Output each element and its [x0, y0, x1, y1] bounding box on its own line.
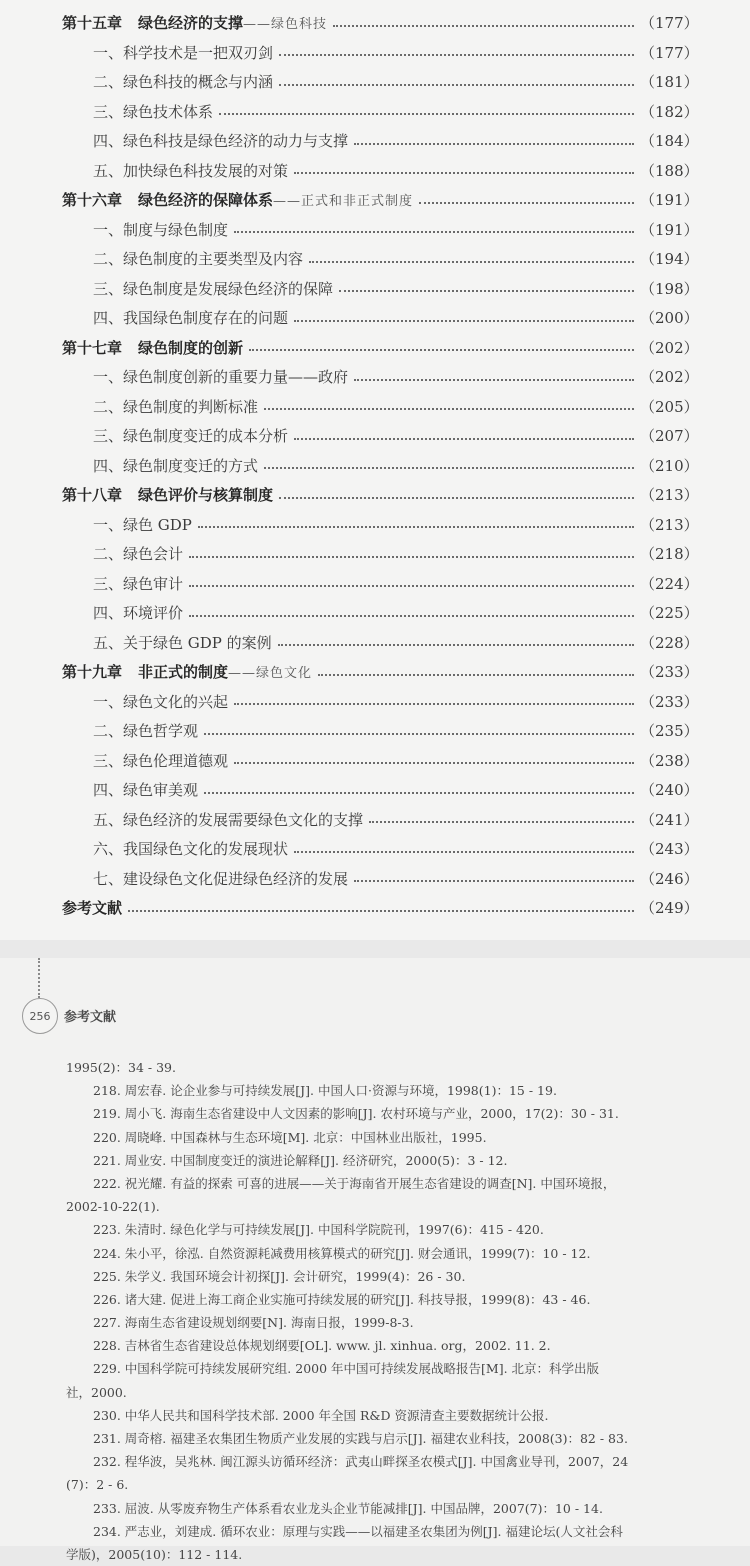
page-number: 256	[29, 1009, 51, 1023]
reference-line: 220. 周晓峰. 中国森林与生态环境[M]. 北京：中国林业出版社，1995.	[93, 1129, 487, 1145]
section-title: 四、我国绿色制度存在的问题	[93, 309, 289, 328]
reference-line: 2002-10-22(1).	[66, 1199, 160, 1215]
toc-page-number: （177）	[640, 14, 699, 33]
section-title: 二、绿色哲学观	[93, 722, 199, 741]
toc-page-number: （249）	[640, 899, 699, 918]
toc-section-row	[0, 864, 750, 894]
reference-list	[0, 1056, 750, 1566]
toc-page-number: （243）	[640, 840, 699, 859]
reference-line: 219. 周小飞. 海南生态省建设中人文因素的影响[J]. 农村环境与产业，2000，17(2)：30 - 31.	[93, 1106, 619, 1122]
toc-page-number: （228）	[640, 633, 699, 652]
dot-leader	[204, 792, 634, 794]
reference-line: 230. 中华人民共和国科学技术部. 2000 年全国 R&D 资源清查主要数据统计公报.	[93, 1407, 549, 1423]
chapter-title: 绿色评价与核算制度	[138, 486, 274, 505]
chapter-number: 第十九章	[62, 663, 123, 682]
toc-page-number: （246）	[640, 869, 699, 888]
reference-line: 1995(2)：34 - 39.	[66, 1060, 176, 1075]
toc-page-number: （181）	[640, 73, 699, 92]
dot-leader	[204, 733, 634, 735]
reference-line: 社，2000.	[66, 1384, 127, 1400]
dot-leader	[354, 379, 634, 381]
toc-section-row	[0, 451, 750, 481]
dot-leader	[234, 762, 634, 764]
toc-section-row	[0, 244, 750, 274]
toc-page-number: （240）	[640, 781, 699, 800]
reference-line: 234. 严志业，刘建成. 循环农业：原理与实践——以福建圣农集团为例[J]. 福建论坛(人文社会科	[93, 1523, 623, 1539]
section-title: 二、绿色科技的概念与内涵	[93, 73, 274, 92]
reference-line: 225. 朱学义. 我国环境会计初探[J]. 会计研究，1999(4)：26 - 30.	[93, 1268, 466, 1284]
reference-line: 学版)，2005(10)：112 - 114.	[66, 1546, 243, 1562]
toc-page-number: （202）	[640, 338, 699, 357]
reference-line: 233. 屈波. 从零废弃物生产体系看农业龙头企业节能减排[J]. 中国品牌，2007(7)：10 - 14.	[93, 1500, 603, 1516]
dot-leader	[369, 821, 634, 823]
toc-section-row	[0, 834, 750, 864]
toc-chapter-row	[0, 185, 750, 215]
toc-section-row	[0, 303, 750, 333]
dot-leader	[264, 467, 634, 469]
toc-section-row	[0, 775, 750, 805]
section-title: 七、建设绿色文化促进绿色经济的发展	[93, 869, 349, 888]
dot-leader	[189, 585, 634, 587]
section-title: 二、绿色会计	[93, 545, 184, 564]
chapter-number: 第十八章	[62, 486, 123, 505]
chapter-title: 绿色经济的保障体系	[138, 191, 274, 210]
reference-line: 229. 中国科学院可持续发展研究组. 2000 年中国可持续发展战略报告[M]. 北京：科学出版	[93, 1361, 600, 1377]
toc-section-row	[0, 805, 750, 835]
reference-line: (7)：2 - 6.	[66, 1477, 129, 1493]
dot-leader	[189, 615, 634, 617]
toc-page-number: （191）	[640, 191, 699, 210]
toc-page-number: （233）	[640, 692, 699, 711]
dot-leader	[198, 526, 634, 528]
dot-leader	[419, 202, 634, 204]
toc-page-number: （225）	[640, 604, 699, 623]
chapter-number: 第十七章	[62, 338, 123, 357]
chapter-subtitle: ——绿色文化	[228, 666, 313, 682]
toc-page-number: （241）	[640, 810, 699, 829]
dot-leader	[234, 703, 634, 705]
dot-leader	[234, 231, 634, 233]
toc-section-row	[0, 67, 750, 97]
toc-page-number: （205）	[640, 397, 699, 416]
toc-page-number: （224）	[640, 574, 699, 593]
reference-line: 232. 程华波，吴兆林. 闽江源头访循环经济：武夷山畔探圣农模式[J]. 中国禽业导刊，2007，24	[93, 1454, 629, 1470]
references-page	[0, 958, 750, 1562]
section-title: 三、绿色技术体系	[93, 102, 214, 121]
reference-line: 218. 周宏春. 论企业参与可持续发展[J]. 中国人口·资源与环境，1998(1)：15 - 19.	[93, 1083, 557, 1099]
dot-leader	[264, 408, 634, 410]
reference-line: 231. 周奇榕. 福建圣农集团生物质产业发展的实践与启示[J]. 福建农业科技，2008(3)：82 - 83.	[93, 1431, 628, 1446]
toc-page-number: （213）	[640, 515, 699, 534]
section-title: 一、科学技术是一把双刃剑	[93, 43, 274, 62]
dot-leader	[354, 880, 634, 882]
section-title: 一、绿色制度创新的重要力量——政府	[93, 368, 349, 387]
section-title: 一、绿色 GDP	[93, 515, 192, 534]
toc-page-number: （182）	[640, 102, 699, 121]
section-title: 四、绿色科技是绿色经济的动力与支撑	[93, 132, 349, 151]
section-title: 二、绿色制度的判断标准	[93, 397, 259, 416]
section-title: 三、绿色制度变迁的成本分析	[93, 427, 289, 446]
dot-leader	[294, 172, 634, 174]
toc-page-number: （202）	[640, 368, 699, 387]
reference-line: 226. 诸大建. 促进上海工商企业实施可持续发展的研究[J]. 科技导报，1999(8)：43 - 46.	[93, 1291, 591, 1307]
dot-leader	[189, 556, 634, 558]
reference-line: 223. 朱清时. 绿色化学与可持续发展[J]. 中国科学院院刊，1997(6)：415 - 420.	[93, 1222, 544, 1238]
margin-dotted-rule	[38, 958, 40, 998]
dot-leader	[333, 25, 634, 27]
toc-page-number: （210）	[640, 456, 699, 475]
toc-section-row	[0, 510, 750, 540]
section-title: 三、绿色审计	[93, 574, 184, 593]
toc-chapter-row	[0, 657, 750, 687]
toc-page-number: （184）	[640, 132, 699, 151]
toc-page-number: （194）	[640, 250, 699, 269]
toc-list	[0, 8, 750, 923]
toc-page-number: （207）	[640, 427, 699, 446]
section-title: 二、绿色制度的主要类型及内容	[93, 250, 304, 269]
section-title: 五、绿色经济的发展需要绿色文化的支撑	[93, 810, 364, 829]
chapter-title: 非正式的制度	[138, 663, 229, 682]
chapter-number: 第十五章	[62, 14, 123, 33]
toc-page-number: （235）	[640, 722, 699, 741]
chapter-number: 第十六章	[62, 191, 123, 210]
dot-leader	[219, 113, 634, 115]
dot-leader	[279, 54, 634, 56]
toc-page-number: （218）	[640, 545, 699, 564]
toc-section-row	[0, 746, 750, 776]
toc-chapter-row	[0, 333, 750, 363]
toc-page-number: （238）	[640, 751, 699, 770]
toc-section-row	[0, 598, 750, 628]
toc-section-row	[0, 421, 750, 451]
toc-section-row	[0, 97, 750, 127]
reference-line: 228. 吉林省生态省建设总体规划纲要[OL]. www. jl. xinhua. org，2002. 11. 2.	[93, 1338, 551, 1354]
chapter-title: 绿色制度的创新	[138, 338, 244, 357]
page-number-badge	[22, 998, 58, 1034]
toc-chapter-row	[0, 480, 750, 510]
toc-section-row	[0, 362, 750, 392]
dot-leader	[279, 84, 634, 86]
reference-line: 224. 朱小平，徐泓. 自然资源耗减费用核算模式的研究[J]. 财会通讯，1999(7)：10 - 12.	[93, 1245, 591, 1261]
dot-leader	[278, 644, 634, 646]
toc-section-row	[0, 38, 750, 68]
toc-section-row	[0, 392, 750, 422]
chapter-subtitle: ——正式和非正式制度	[273, 194, 414, 210]
section-title: 四、环境评价	[93, 604, 184, 623]
toc-section-row	[0, 628, 750, 658]
section-title: 一、绿色文化的兴起	[93, 692, 229, 711]
section-title: 一、制度与绿色制度	[93, 220, 229, 239]
chapter-number: 参考文献	[62, 899, 123, 918]
toc-page-number: （213）	[640, 486, 699, 505]
toc-page-number: （177）	[640, 43, 699, 62]
section-title: 五、加快绿色科技发展的对策	[93, 161, 289, 180]
section-title: 六、我国绿色文化的发展现状	[93, 840, 289, 859]
toc-section-row	[0, 569, 750, 599]
toc-section-row	[0, 156, 750, 186]
running-head: 参考文献	[64, 1010, 117, 1025]
dot-leader	[354, 143, 634, 145]
toc-page-number: （191）	[640, 220, 699, 239]
chapter-title: 绿色经济的支撑	[138, 14, 244, 33]
section-title: 三、绿色制度是发展绿色经济的保障	[93, 279, 334, 298]
chapter-subtitle: ——绿色科技	[243, 17, 328, 33]
dot-leader	[294, 320, 634, 322]
dot-leader	[309, 261, 634, 263]
toc-page-number: （188）	[640, 161, 699, 180]
dot-leader	[318, 674, 634, 676]
dot-leader	[339, 290, 634, 292]
section-title: 五、关于绿色 GDP 的案例	[93, 633, 272, 652]
toc-chapter-row	[0, 8, 750, 38]
toc-page-number: （198）	[640, 279, 699, 298]
dot-leader	[128, 910, 634, 912]
reference-line: 227. 海南生态省建设规划纲要[N]. 海南日报，1999-8-3.	[93, 1315, 414, 1331]
reference-line: 222. 祝光耀. 有益的探索 可喜的进展——关于海南省开展生态省建设的调查[N]. 中国环境报，	[93, 1175, 616, 1191]
toc-section-row	[0, 126, 750, 156]
toc-chapter-row	[0, 893, 750, 923]
section-title: 三、绿色伦理道德观	[93, 751, 229, 770]
reference-line: 221. 周业安. 中国制度变迁的演进论解释[J]. 经济研究，2000(5)：3 - 12.	[93, 1152, 508, 1168]
toc-section-row	[0, 274, 750, 304]
dot-leader	[249, 349, 634, 351]
toc-page-number: （200）	[640, 309, 699, 328]
toc-section-row	[0, 687, 750, 717]
dot-leader	[294, 438, 634, 440]
toc-section-row	[0, 215, 750, 245]
toc-section-row	[0, 539, 750, 569]
section-title: 四、绿色审美观	[93, 781, 199, 800]
toc-page-number: （233）	[640, 663, 699, 682]
toc-section-row	[0, 716, 750, 746]
dot-leader	[294, 851, 634, 853]
section-title: 四、绿色制度变迁的方式	[93, 456, 259, 475]
dot-leader	[279, 497, 634, 499]
